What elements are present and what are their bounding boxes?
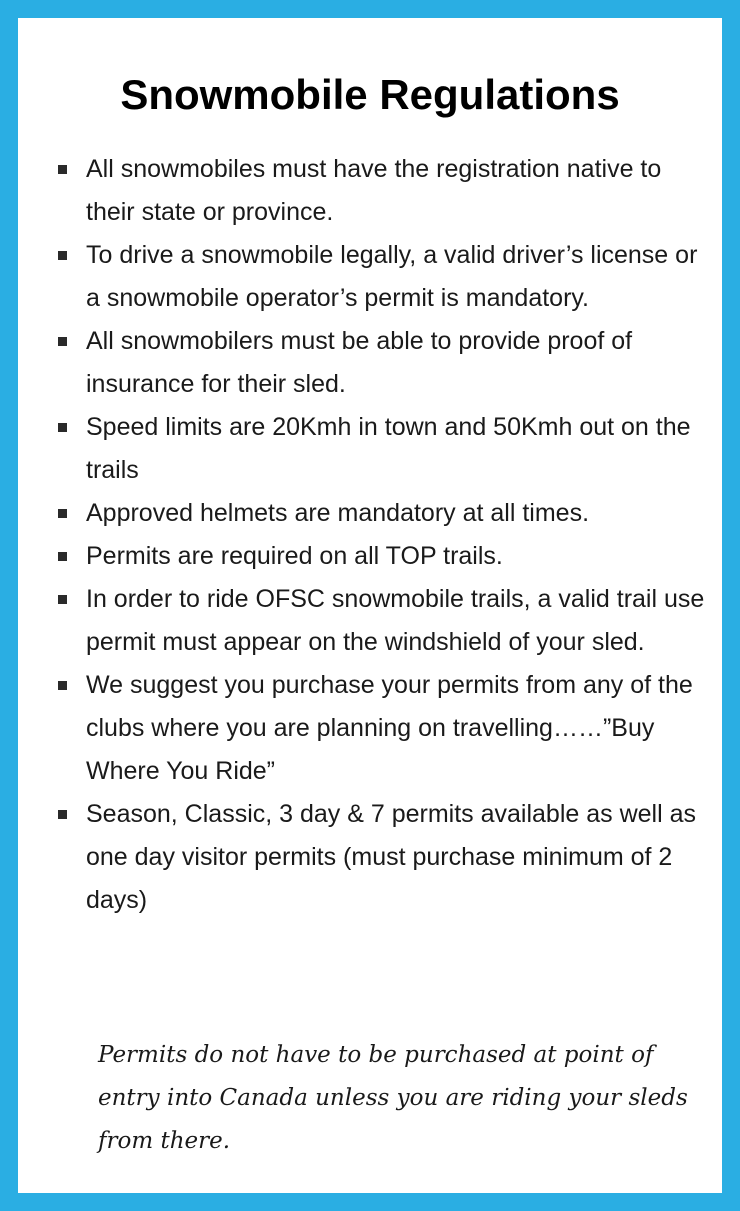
rule-text: All snowmobilers must be able to provide proof of insurance for their sled. [86, 327, 633, 398]
square-bullet-icon [58, 552, 67, 561]
square-bullet-icon [58, 165, 67, 174]
rule-text: All snowmobiles must have the registration native to their state or province. [86, 155, 662, 226]
square-bullet-icon [58, 509, 67, 518]
list-item [18, 535, 722, 578]
square-bullet-icon [58, 595, 67, 604]
page-title: Snowmobile Regulations [120, 71, 620, 118]
regulations-list [18, 148, 722, 922]
list-item [18, 148, 722, 234]
rule-text: Approved helmets are mandatory at all times. [86, 499, 590, 527]
rule-text: We suggest you purchase your permits from any of the clubs where you are planning on travelling……”Buy Where You Ride” [86, 671, 693, 785]
list-item [18, 406, 722, 492]
permit-note: Permits do not have to be purchased at point of entry into Canada unless you are riding your sleds from there. [98, 1042, 688, 1154]
list-item [18, 578, 722, 664]
list-item [18, 793, 722, 922]
square-bullet-icon [58, 251, 67, 260]
regulations-card [18, 18, 722, 1193]
square-bullet-icon [58, 681, 67, 690]
rule-text: Permits are required on all TOP trails. [86, 542, 503, 570]
rule-text: Season, Classic, 3 day & 7 permits available as well as one day visitor permits (must purchase minimum of 2 days) [86, 800, 697, 914]
list-item [18, 664, 722, 793]
list-item [18, 320, 722, 406]
list-item [18, 234, 722, 320]
square-bullet-icon [58, 423, 67, 432]
square-bullet-icon [58, 337, 67, 346]
rule-text: To drive a snowmobile legally, a valid driver’s license or a snowmobile operator’s permit is mandatory. [86, 241, 698, 312]
rule-text: Speed limits are 20Kmh in town and 50Kmh out on the trails [86, 413, 691, 484]
list-item [18, 492, 722, 535]
rule-text: In order to ride OFSC snowmobile trails, a valid trail use permit must appear on the windshield of your sled. [86, 585, 705, 656]
square-bullet-icon [58, 810, 67, 819]
